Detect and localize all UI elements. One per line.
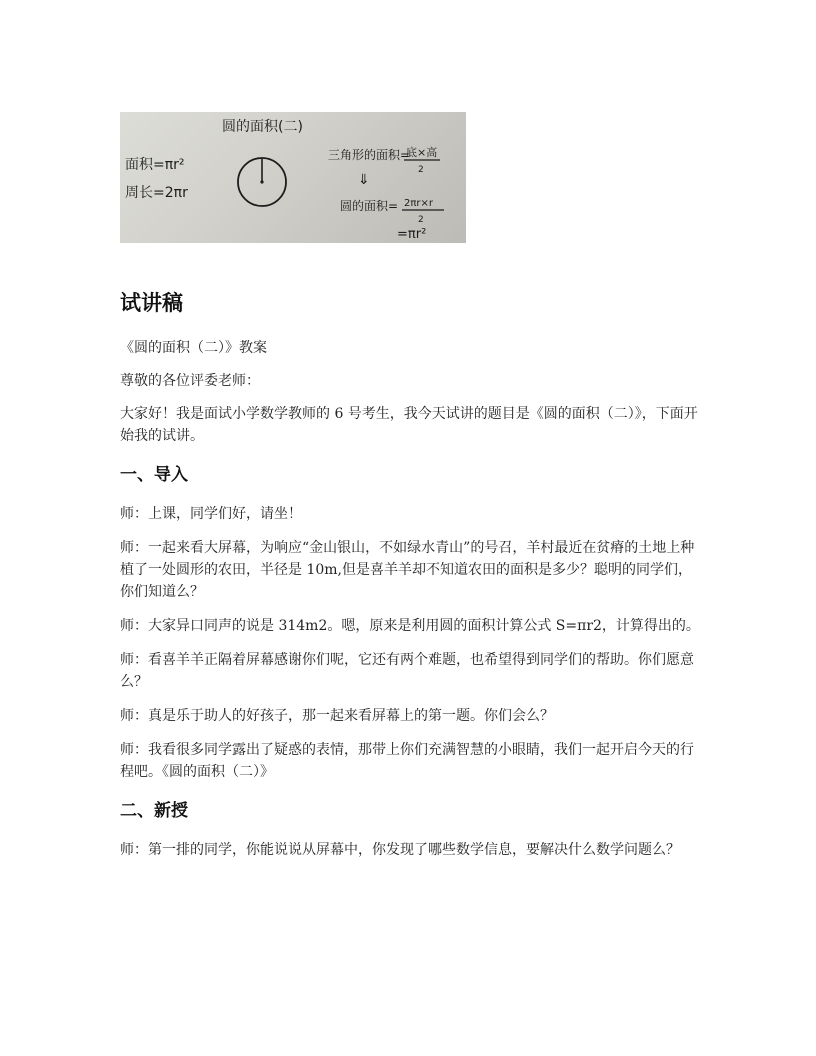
board-triangle-numerator: 底×高: [406, 146, 438, 159]
board-triangle-label: 三角形的面积=: [328, 148, 411, 162]
board-triangle-denominator: 2: [418, 165, 424, 175]
intro-paragraph: 大家好！我是面试小学数学教师的 6 号考生，我今天试讲的题目是《圆的面积（二）》，下面开始我的试讲。: [120, 406, 698, 444]
board-result: =πr²: [397, 227, 427, 242]
document-title: 试讲稿: [120, 291, 183, 315]
section-heading-new-lesson: 二、新授: [120, 801, 188, 821]
whiteboard-drawing: [120, 112, 466, 243]
paragraph: 师：我看很多同学露出了疑惑的表情，那带上你们充满智慧的小眼睛，我们一起开启今天的行程吧。《圆的面积（二）》: [120, 742, 694, 780]
paragraph: 师：看喜羊羊正隔着屏幕感谢你们呢，它还有两个难题，也希望得到同学们的帮助。你们愿意么？: [120, 652, 694, 690]
board-circle-center: [260, 180, 263, 183]
lesson-plan-title: 《圆的面积（二）》教案: [120, 340, 267, 356]
paragraph: 师：一起来看大屏幕，为响应“金山银山，不如绿水青山”的号召，羊村最近在贫瘠的土地上种植了一处圆形的农田，半径是 10m,但是喜羊羊却不知道农田的面积是多少？聪明的同学们，你们知道么？: [120, 540, 695, 600]
paragraph: 师：上课，同学们好，请坐！: [120, 506, 302, 522]
board-area-formula: 面积=πr²: [125, 157, 185, 173]
paragraph: 师：大家异口同声的说是 314m2。嗯，原来是利用圆的面积计算公式 S=πr2，计算得出的。: [120, 618, 700, 634]
board-circle-area-label: 圆的面积=: [340, 199, 399, 213]
board-circle-denominator: 2: [418, 215, 424, 225]
greeting-line: 尊敬的各位评委老师：: [120, 373, 260, 389]
whiteboard-photo: [120, 112, 466, 243]
board-circle-numerator: 2πr×r: [404, 198, 433, 209]
board-down-arrow: ⇓: [358, 172, 370, 188]
paragraph: 师：第一排的同学，你能说说从屏幕中，你发现了哪些数学信息，要解决什么数学问题么？: [120, 842, 680, 858]
section-heading-introduction: 一、导入: [120, 465, 188, 485]
document-page: [120, 112, 700, 861]
paragraph: 师：真是乐于助人的好孩子，那一起来看屏幕上的第一题。你们会么？: [120, 708, 554, 724]
board-circumference-formula: 周长=2πr: [125, 185, 188, 201]
board-heading: 圆的面积(二): [222, 119, 303, 135]
